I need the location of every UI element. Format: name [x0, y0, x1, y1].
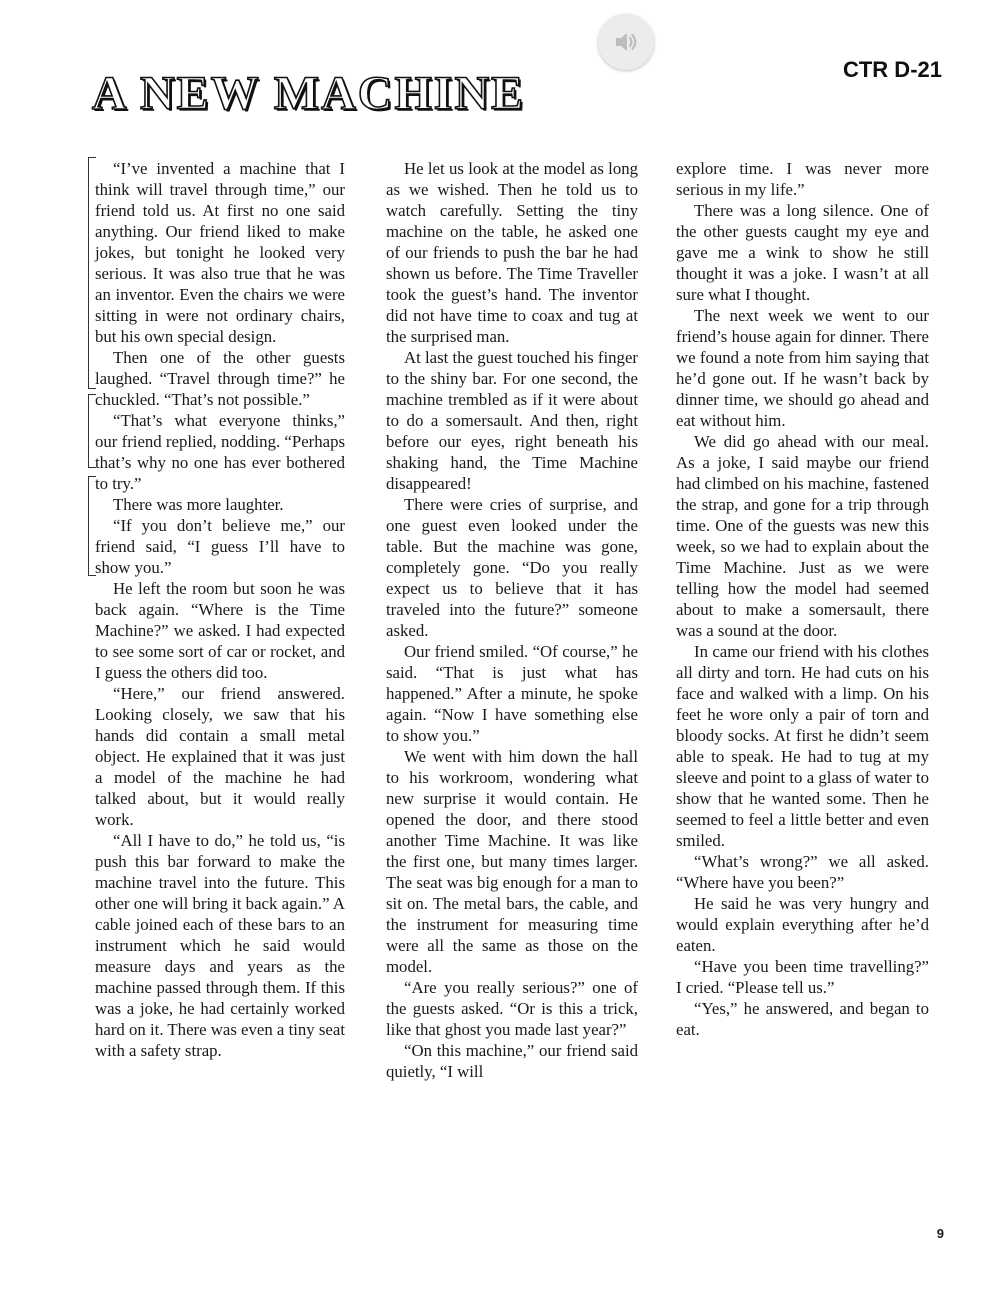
page-title: A NEW MACHINE: [92, 67, 526, 120]
paragraph: “What’s wrong?” we all asked. “Where have you been?”: [676, 852, 929, 892]
paragraph: “On this machine,” our friend said quietly, “I will: [386, 1041, 638, 1081]
paragraph: “I’ve invented a machine that I think will travel through time,” our friend told us. At first no one said anything. Our friend liked to make jokes, but tonight he looked very serious. It was also true that he was an inventor. Even the chairs we were sitting in were not ordinary chairs, but his own special design.: [95, 159, 345, 346]
speaker-icon: [613, 30, 639, 54]
paragraph: He let us look at the model as long as we wished. Then he told us to watch carefully. Setting the tiny machine on the table, he asked one of our friends to push the bar he had shown us before. The Time Traveller took the guest’s hand. The inventor did not have time to coax and tug at the surprised man.: [386, 159, 638, 346]
paragraph: “Here,” our friend answered. Looking closely, we saw that his hands did contain a small metal object. He explained that it was just a model of the machine he had talked about, but it would really work.: [95, 684, 345, 829]
document-code: CTR D-21: [842, 57, 942, 82]
text-column-1: [95, 158, 345, 1061]
paragraph: “All I have to do,” he told us, “is push this bar forward to make the machine travel into the future. This other one will bring it back again.” A cable joined each of these bars to an instrument which he said would measure days and years as the machine passed through them. If this was a joke, he had certainly worked hard on it. There was even a tiny seat with a safety strap.: [95, 831, 345, 1060]
paragraph: “That’s what everyone thinks,” our friend replied, nodding. “Perhaps that’s why no one has ever bothered to try.”: [95, 411, 345, 493]
paragraph: There was a long silence. One of the other guests caught my eye and gave me a wink to show he still thought it was a joke. I wasn’t at all sure what I thought.: [676, 201, 929, 304]
paragraph: “Have you been time travelling?” I cried. “Please tell us.”: [676, 957, 929, 997]
text-column-2: [386, 158, 638, 1082]
paragraph: At last the guest touched his finger to the shiny bar. For one second, the machine trembled as if it were about to do a somersault. And then, right before our eyes, right beneath his shaking hand, the Time Machine disappeared!: [386, 348, 638, 493]
text-column-3: [676, 158, 929, 1040]
paragraph: Then one of the other guests laughed. “Travel through time?” he chuckled. “That’s not possible.”: [95, 348, 345, 409]
paragraph: There were cries of surprise, and one guest even looked under the table. But the machine was gone, completely gone. “Do you really expect us to believe that it has traveled into the future?” someone asked.: [386, 495, 638, 640]
paragraph: In came our friend with his clothes all dirty and torn. He had cuts on his face and walked with a limp. On his feet he wore only a pair of torn and bloody socks. At first he didn’t seem able to speak. He had to tug at my sleeve and point to a glass of water to show that he wanted some. Then he seemed to feel a little better and even smiled.: [676, 642, 929, 850]
paragraph: There was more laughter.: [113, 495, 284, 514]
page-number: 9: [936, 1226, 944, 1241]
paragraph: Our friend smiled. “Of course,” he said. “That is just what has happened.” After a minute, he spoke again. “Now I have something else to show you.”: [386, 642, 638, 745]
paragraph: “If you don’t believe me,” our friend said, “I guess I’ll have to show you.”: [95, 516, 345, 577]
paragraph: We did go ahead with our meal. As a joke, I said maybe our friend had climbed on his machine, fastened the strap, and gone for a trip through time. One of the guests was new this week, so we had to explain about the Time Machine. Just as we were telling how the model had seemed about to make a somersault, there was a sound at the door.: [676, 432, 929, 640]
paragraph: The next week we went to our friend’s house again for dinner. There we found a note from him saying that he’d gone out. If he wasn’t back by dinner time, we should go ahead and eat without him.: [676, 306, 929, 430]
paragraph: “Yes,” he answered, and began to eat.: [676, 999, 929, 1039]
paragraph: He left the room but soon he was back again. “Where is the Time Machine?” we asked. I had expected to see some sort of car or rocket, and I guess the others did too.: [95, 579, 345, 682]
paragraph: “Are you really serious?” one of the guests asked. “Or is this a trick, like that ghost you made last year?”: [386, 978, 638, 1039]
audio-play-button[interactable]: [598, 14, 654, 70]
paragraph: explore time. I was never more serious in my life.”: [676, 159, 929, 199]
paragraph: He said he was very hungry and would explain everything after he’d eaten.: [676, 894, 929, 955]
paragraph: We went with him down the hall to his workroom, wondering what new surprise it would contain. He opened the door, and there stood another Time Machine. It was like the first one, but many times larger. The seat was big enough for a man to sit on. The metal bars, the cable, and the instrument for measuring time were all the same as those on the model.: [386, 747, 638, 976]
